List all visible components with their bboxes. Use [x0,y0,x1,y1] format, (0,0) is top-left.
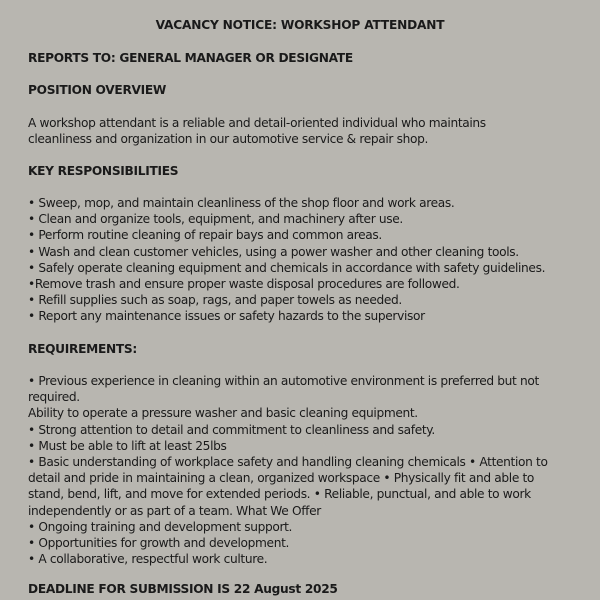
requirements-heading: REQUIREMENTS: [28,342,137,356]
requirement-line: • Must be able to lift at least 25lbs [28,438,227,453]
requirement-line: • Previous experience in cleaning within an automotive environment is preferred but not [28,374,539,388]
responsibility-item: • Report any maintenance issues or safety hazards to the supervisor [28,309,425,324]
overview-line: cleanliness and organization in our automotive service & repair shop. [28,132,428,147]
requirement-line: stand, bend, lift, and move for extended periods. • Reliable, punctual, and able to work [28,487,531,502]
responsibility-item: • Wash and clean customer vehicles, using a power washer and other cleaning tools. [28,244,519,259]
responsibility-item: • Refill supplies such as soap, rags, and paper towels as needed. [28,293,402,308]
responsibility-item: • Safely operate cleaning equipment and chemicals in accordance with safety guidelines. [28,260,546,275]
position-overview-heading: POSITION OVERVIEW [28,83,167,97]
requirement-line: • A collaborative, respectful work culture. [28,552,268,567]
overview-line: A workshop attendant is a reliable and detail-oriented individual who maintains [28,116,486,130]
deadline-notice: DEADLINE FOR SUBMISSION IS 22 August 2025 [28,582,338,596]
requirement-line: • Ongoing training and development support. [28,519,293,534]
key-responsibilities-heading: KEY RESPONSIBILITIES [28,164,179,178]
requirement-line: Ability to operate a pressure washer and basic cleaning equipment. [28,406,418,421]
responsibility-item: •Remove trash and ensure proper waste disposal procedures are followed. [28,277,460,292]
requirement-line: independently or as part of a team. What We Offer [28,503,321,518]
responsibility-item: • Clean and organize tools, equipment, and machinery after use. [28,212,403,227]
requirements-list [28,373,588,567]
requirement-line: • Opportunities for growth and development. [28,536,290,551]
responsibility-item: • Perform routine cleaning of repair bays and common areas. [28,228,382,243]
document-title: VACANCY NOTICE: WORKSHOP ATTENDANT [155,18,445,32]
requirement-line: detail and pride in maintaining a clean, organized workspace • Physically fit and able to [28,471,535,486]
requirement-line: required. [28,390,80,405]
position-overview-text [28,115,588,147]
requirement-line: • Strong attention to detail and commitment to cleanliness and safety. [28,422,435,437]
responsibility-item: • Sweep, mop, and maintain cleanliness of the shop floor and work areas. [28,196,455,210]
key-responsibilities-list [28,195,588,325]
requirement-line: • Basic understanding of workplace safety and handling cleaning chemicals • Attention to [28,455,548,470]
reports-to-heading: REPORTS TO: GENERAL MANAGER OR DESIGNATE [28,51,353,65]
